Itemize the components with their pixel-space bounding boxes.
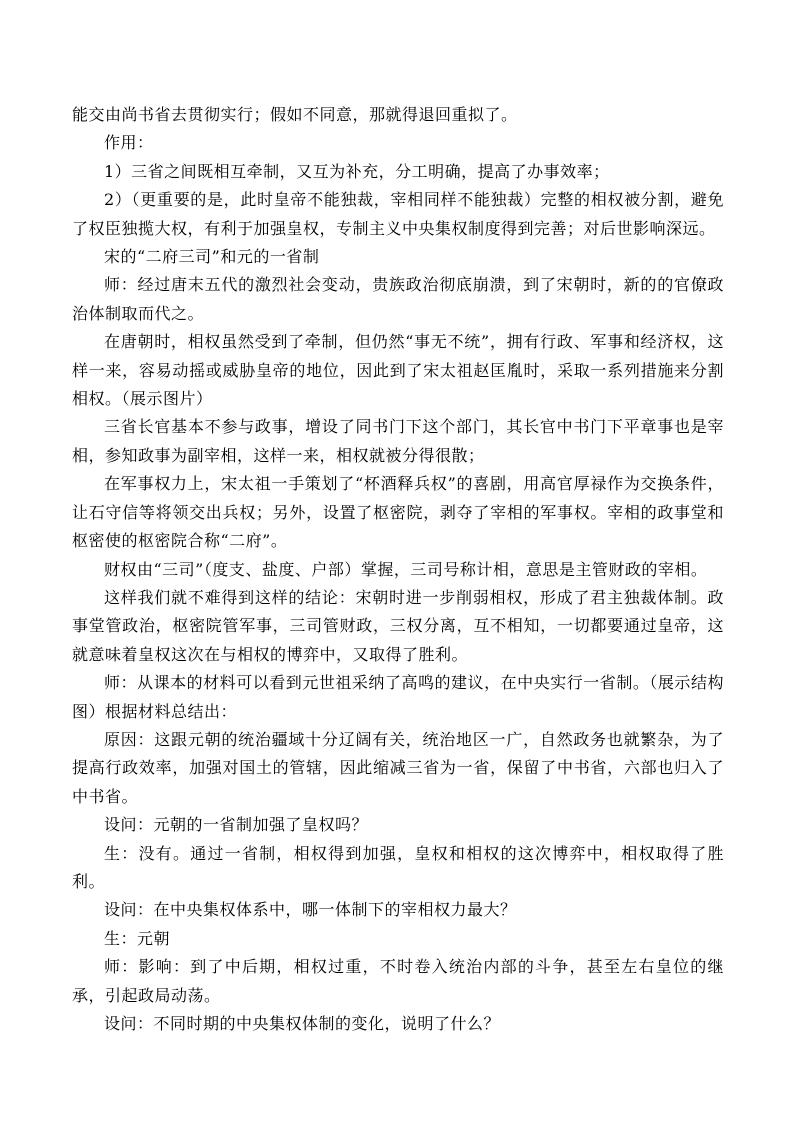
paragraph-teacher-yuan: 师：从课本的材料可以看到元世祖采纳了高鸣的建议，在中央实行一省制。（展示结构图）根据材料总结出：: [72, 673, 724, 721]
section-heading-song-yuan: 宋的“二府三司”和元的一省制: [104, 247, 320, 267]
paragraph-question-3: 设问：不同时期的中央集权体制的变化，说明了什么？: [104, 1014, 501, 1033]
paragraph-three-departments: 三省长官基本不参与政事，增设了同书门下这个部门，其长官中书门下平章事也是宰相，参知政事为副宰相，这样一来，相权就被分得很散；: [72, 417, 724, 465]
paragraph-continuation: 能交由尚书省去贯彻实行；假如不同意，那就得退回重拟了。: [72, 105, 518, 124]
paragraph-question-1: 设问：元朝的一省制加强了皇权吗？: [104, 815, 369, 835]
paragraph-teacher-intro: 师：经过唐末五代的激烈社会变动，贵族政治彻底崩溃，到了宋朝时，新的的官僚政治体制取而代之。: [72, 275, 724, 323]
paragraph-effect-heading: 作用：: [104, 133, 154, 153]
paragraph-reason: 原因：这跟元朝的统治疆域十分辽阔有关，统治地区一广，自然政务也就繁杂，为了提高行政效率，加强对国土的管辖，因此缩减三省为一省，保留了中书省，六部也归入了中书省。: [72, 729, 724, 806]
paragraph-conclusion-song: 这样我们就不难得到这样的结论：宋朝时进一步削弱相权，形成了君主独裁体制。政事堂管政治，枢密院管军事，三司管财政，三权分离，互不相知，一切都要通过皇帝，这就意味着皇权这次在与相权的博弈中，又取得了胜利。: [72, 587, 724, 664]
paragraph-student-answer-2: 生：元朝: [104, 928, 171, 948]
paragraph-tang-chancellor: 在唐朝时，相权虽然受到了牵制，但仍然“事无不统”，拥有行政、军事和经济权，这样一来，容易动摇或威胁皇帝的地位，因此到了宋太祖赵匡胤时，采取一系列措施来分割相权。（展示图片）: [72, 332, 724, 409]
paragraph-military-power: 在军事权力上，宋太祖一手策划了“杯酒释兵权”的喜剧，用高官厚禄作为交换条件，让石守信等将领交出兵权；另外，设置了枢密院，剥夺了宰相的军事权。宰相的政事堂和枢密使的枢密院合称“二府”。: [72, 474, 724, 551]
paragraph-financial-power: 财权由“三司”（度支、盐度、户部）掌握，三司号称计相，意思是主管财政的宰相。: [104, 559, 708, 579]
paragraph-effect-1: 1）三省之间既相互牵制，又互为补充，分工明确，提高了办事效率；: [104, 161, 610, 181]
paragraph-effect-2: 2）（更重要的是，此时皇帝不能独裁，宰相同样不能独裁）完整的相权被分割，避免了权臣独揽大权，有利于加强皇权，专制主义中央集权制度得到完善；对后世影响深远。: [72, 190, 724, 238]
document-body: [72, 101, 724, 1038]
paragraph-teacher-impact: 师：影响：到了中后期，相权过重，不时卷入统治内部的斗争，甚至左右皇位的继承，引起政局动荡。: [72, 957, 724, 1005]
paragraph-question-2: 设问：在中央集权体系中，哪一体制下的宰相权力最大？: [104, 900, 517, 920]
paragraph-student-answer-1: 生：没有。通过一省制，相权得到加强，皇权和相权的这次博弈中，相权取得了胜利。: [72, 843, 724, 891]
